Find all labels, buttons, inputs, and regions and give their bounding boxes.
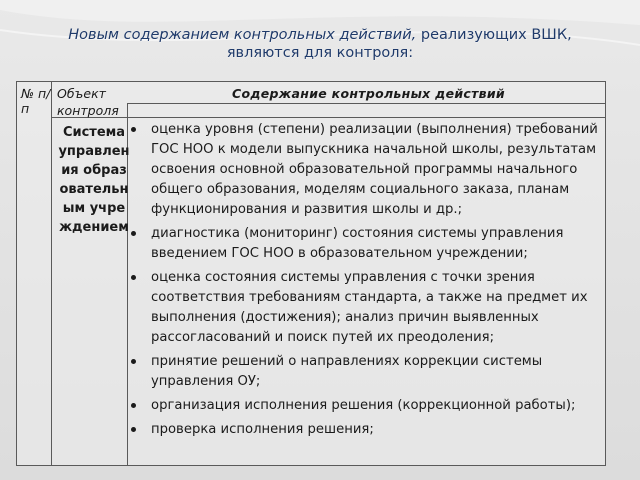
title-italic-part: Новым содержанием контрольных действий, — [68, 27, 417, 43]
bullet-icon — [131, 359, 136, 364]
bullet-icon — [131, 427, 136, 432]
list-item — [129, 352, 607, 392]
list-item-text: принятие решений о направлениях коррекции системы управления ОУ; — [151, 354, 543, 389]
list-item — [129, 396, 607, 416]
list-item-text: оценка состояния системы управления с точки зрения соответствия требованиям стандарта, а также на предмет их выполнения (достижения); анализ причин выявленных рассогласований и поиск путей их преодоления; — [151, 270, 588, 345]
content-bullet-list — [129, 120, 607, 444]
list-item — [129, 268, 607, 348]
header-object: Объект контроля — [57, 86, 119, 118]
control-actions-table — [16, 81, 606, 466]
object-cell: Система управления образовательным учреждением — [58, 125, 130, 235]
list-item-text: проверка исполнения решения; — [151, 422, 374, 437]
page-title — [0, 26, 640, 62]
list-item-text: диагностика (мониторинг) состояния системы управления введением ГОС НОО в образовательном учреждении; — [151, 226, 564, 261]
header-content: Содержание контрольных действий — [232, 86, 505, 101]
header-number: № п/п — [21, 86, 51, 116]
bullet-icon — [131, 403, 136, 408]
list-item — [129, 420, 607, 440]
bullet-icon — [131, 127, 136, 132]
list-item — [129, 224, 607, 264]
table-divider-header — [127, 103, 605, 104]
title-line2: являются для контроля: — [226, 45, 414, 61]
bullet-icon — [131, 275, 136, 280]
title-rest: реализующих ВШК, — [416, 27, 572, 43]
list-item — [129, 120, 607, 220]
list-item-text: оценка уровня (степени) реализации (выполнения) требований ГОС НОО к модели выпускника начальной школы, результатам освоения основной образовательной программы начального общего образования, моделям социального заказа, планам функционирования и развития школы и др.; — [151, 122, 598, 217]
list-item-text: организация исполнения решения (коррекционной работы); — [151, 398, 576, 413]
table-divider-col1 — [51, 82, 52, 465]
bullet-icon — [131, 231, 136, 236]
